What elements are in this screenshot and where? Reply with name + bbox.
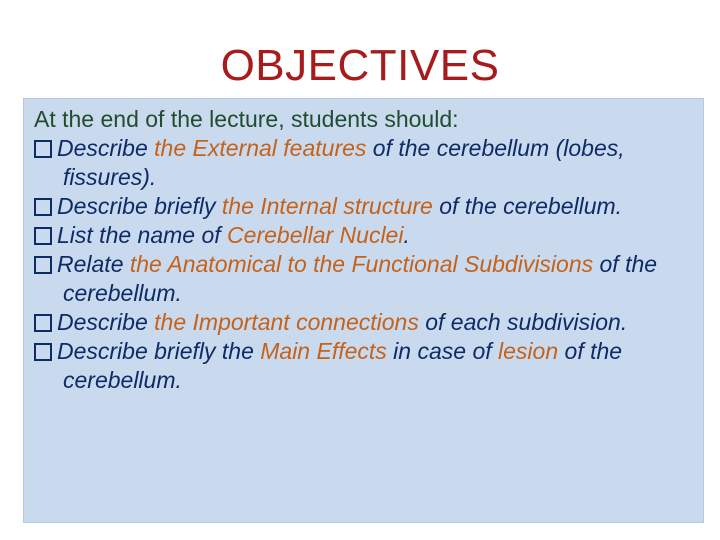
objective-highlight: Main Effects — [260, 338, 387, 364]
square-bullet-icon — [34, 314, 52, 332]
objective-item — [34, 250, 695, 308]
objective-text: of the cerebellum (lobes, fissures). — [63, 135, 625, 190]
objective-highlight: the Internal structure — [221, 193, 433, 219]
objective-text: Describe briefly — [57, 193, 222, 219]
objective-text: Describe briefly the — [57, 338, 261, 364]
objective-text: of the cerebellum. — [63, 338, 623, 393]
objective-text: Relate — [57, 251, 130, 277]
square-bullet-icon — [34, 198, 52, 216]
objective-text: Describe — [57, 309, 155, 335]
square-bullet-icon — [34, 343, 52, 361]
objective-text: in case of — [386, 338, 499, 364]
objective-highlight: the Anatomical to the Functional Subdivisions — [129, 251, 594, 277]
objectives-list — [34, 134, 695, 395]
square-bullet-icon — [34, 227, 52, 245]
objective-highlight: lesion — [498, 338, 559, 364]
objective-item — [34, 308, 695, 337]
objective-text: of the cerebellum. — [432, 193, 623, 219]
intro-text: At the end of the lecture, students should: — [34, 106, 459, 132]
objective-text: . — [403, 222, 410, 248]
objective-item — [34, 134, 695, 192]
objective-text: Describe — [57, 135, 155, 161]
objective-item — [34, 221, 695, 250]
objective-text: of the cerebellum. — [63, 251, 658, 306]
objective-highlight: Cerebellar Nuclei — [227, 222, 404, 248]
objective-item — [34, 337, 695, 395]
objective-text: of each subdivision. — [418, 309, 628, 335]
objective-item — [34, 192, 695, 221]
page-title: OBJECTIVES — [220, 41, 500, 90]
objective-highlight: the Important connections — [154, 309, 419, 335]
square-bullet-icon — [34, 140, 52, 158]
objectives-panel — [23, 98, 704, 523]
objective-text: List the name of — [57, 222, 228, 248]
square-bullet-icon — [34, 256, 52, 274]
objective-highlight: the External features — [154, 135, 367, 161]
